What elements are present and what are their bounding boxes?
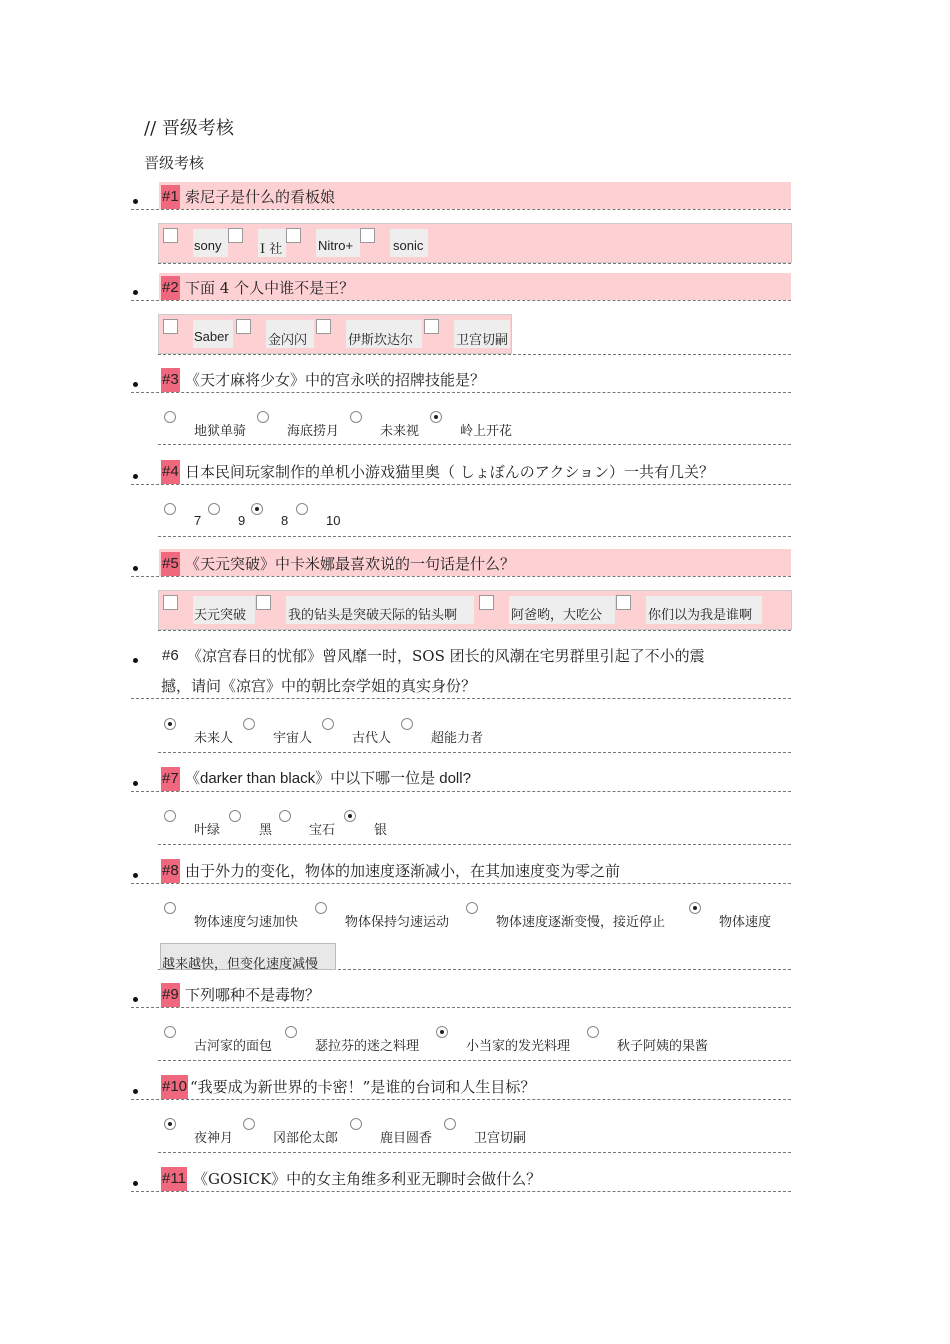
options-5 [158,590,791,631]
bullet [133,1089,138,1094]
radio[interactable] [164,503,176,515]
option-label[interactable]: 天元突破 [194,608,247,623]
option-label[interactable]: 岭上开花 [460,424,513,439]
options-3 [158,406,791,445]
option-label[interactable]: 地狱单骑 [194,424,247,439]
option-label[interactable]: sonic [393,238,424,253]
option-label[interactable]: 物体速度逐渐变慢，接近停止 [496,915,666,930]
question-8 [131,856,791,884]
bullet [133,290,138,295]
radio[interactable] [208,503,220,515]
section-subtitle: 晋级考核 [144,154,205,172]
question-3 [131,365,791,393]
question-number: #7 [161,767,180,791]
radio[interactable] [350,411,362,423]
checkbox[interactable] [424,319,439,334]
checkbox[interactable] [163,319,178,334]
radio[interactable] [444,1118,456,1130]
options-2 [158,314,791,355]
option-label[interactable]: I 社 [260,242,283,257]
question-number: #10 [161,1075,188,1099]
bullet [133,1181,138,1186]
question-text: 索尼子是什么的看板娘 [185,188,336,206]
question-text: 《天元突破》中卡米娜最喜欢说的一句话是什么？ [185,555,516,573]
option-label[interactable]: 小当家的发光料理 [466,1039,571,1054]
option-label[interactable]: Nitro+ [318,238,354,253]
question-text: 由于外力的变化，物体的加速度逐渐减小，在其加速度变为零之前 [185,862,621,880]
question-number: #11 [161,1167,187,1191]
question-text-line1: 《凉宫春日的忧郁》曾风靡一时，SOS 团长的风潮在宅男群里引起了不小的震 [187,647,705,665]
question-11 [131,1164,791,1192]
question-text: “我要成为新世界的卡密！”是谁的台词和人生目标？ [190,1078,536,1096]
question-number: #8 [161,859,180,883]
option-label[interactable]: 我的钻头是突破天际的钻头啊 [288,608,458,623]
checkbox[interactable] [616,595,631,610]
bullet [133,997,138,1002]
option-label[interactable]: 未来人 [194,731,234,746]
radio[interactable] [466,902,478,914]
radio-selected[interactable] [344,810,356,822]
question-7 [131,764,791,792]
checkbox[interactable] [479,595,494,610]
option-label[interactable]: 秋子阿姨的果酱 [617,1039,709,1054]
radio[interactable] [164,1026,176,1038]
option-label[interactable]: 伊斯坎达尔 [348,333,414,348]
option-label[interactable]: 10 [326,513,341,528]
question-text: 《darker than black》中以下哪一位是 doll? [185,770,471,787]
radio-selected[interactable] [689,902,701,914]
question-9 [131,980,791,1008]
radio-selected[interactable] [430,411,442,423]
radio[interactable] [164,411,176,423]
option-label[interactable]: 鹿目圆香 [380,1131,433,1146]
checkbox[interactable] [236,319,251,334]
radio[interactable] [164,902,176,914]
radio[interactable] [322,718,334,730]
question-number: #5 [161,552,180,576]
radio[interactable] [350,1118,362,1130]
option-label[interactable]: 物体速度 [719,915,772,930]
question-text: 日本民间玩家制作的单机小游戏猫里奥（ しょぼんのアクション）一共有几关？ [185,463,715,481]
option-label[interactable]: 宇宙人 [273,731,313,746]
radio[interactable] [587,1026,599,1038]
question-number: #6 [162,647,179,664]
checkbox[interactable] [316,319,331,334]
option-label[interactable]: 7 [194,513,202,528]
bullet [133,474,138,479]
options-10 [158,1113,791,1153]
radio[interactable] [229,810,241,822]
question-10 [131,1072,791,1100]
question-5 [131,549,791,577]
bullet [133,566,138,571]
question-text: 下面 4 个人中谁不是王？ [185,279,355,297]
option-label[interactable]: 宝石 [309,823,336,838]
option-label[interactable]: 未来视 [380,424,420,439]
option-label[interactable]: 瑟拉芬的迷之料理 [315,1039,420,1054]
checkbox[interactable] [256,595,271,610]
option-label[interactable]: 冈部伦太郎 [273,1131,339,1146]
option-label[interactable]: 超能力者 [431,731,484,746]
bullet [133,382,138,387]
checkbox[interactable] [163,595,178,610]
radio[interactable] [285,1026,297,1038]
radio[interactable] [257,411,269,423]
question-number: #3 [161,368,180,392]
option-label[interactable]: 卫宫切嗣 [456,333,509,348]
question-4 [131,457,791,485]
option-label[interactable]: 古代人 [352,731,392,746]
page-title: // 晋级考核 [144,118,234,139]
question-text: 《GOSICK》中的女主角维多利亚无聊时会做什么？ [193,1170,542,1188]
option-label[interactable]: 银 [374,823,388,838]
option-label-continuation[interactable]: 越来越快，但变化速度减慢 [162,957,319,972]
radio[interactable] [279,810,291,822]
option-label[interactable]: 物体保持匀速运动 [345,915,450,930]
question-number: #2 [161,276,180,300]
options-highlight [158,223,792,263]
question-number: #4 [161,460,180,484]
radio-selected[interactable] [436,1026,448,1038]
options-9 [158,1021,791,1061]
radio-selected[interactable] [251,503,263,515]
options-7 [158,805,791,845]
options-1 [158,223,791,264]
options-8 [158,897,791,970]
checkbox[interactable] [163,228,178,243]
question-number: #9 [161,983,180,1007]
bullet [133,199,138,204]
checkbox[interactable] [286,228,301,243]
question-text: 《天才麻将少女》中的宫永咲的招牌技能是？ [185,371,486,389]
question-number: #1 [161,185,180,209]
radio[interactable] [243,1118,255,1130]
question-text: 下列哪种不是毒物？ [185,986,321,1004]
option-label[interactable]: sony [194,238,222,253]
option-label[interactable]: 你们以为我是谁啊 [648,608,753,623]
radio[interactable] [164,810,176,822]
question-text-line2: 撼，请问《凉宫》中的朝比奈学姐的真实身份？ [161,677,477,695]
checkbox[interactable] [360,228,375,243]
bullet [133,658,138,663]
options-4 [158,498,791,537]
checkbox[interactable] [228,228,243,243]
options-6 [158,713,791,753]
option-label[interactable]: 叶绿 [194,823,221,838]
option-label[interactable]: 卫宫切嗣 [474,1131,527,1146]
option-label[interactable]: 夜神月 [194,1131,234,1146]
option-label[interactable]: 物体速度匀速加快 [194,915,299,930]
radio[interactable] [296,503,308,515]
option-label[interactable]: 黑 [259,823,273,838]
question-2 [131,273,791,301]
option-label[interactable]: 金闪闪 [268,333,308,348]
radio-selected[interactable] [164,1118,176,1130]
radio[interactable] [315,902,327,914]
option-label[interactable]: 9 [238,513,246,528]
option-label[interactable]: 海底捞月 [287,424,340,439]
question-6 [131,641,791,699]
option-label[interactable]: 8 [281,513,289,528]
radio[interactable] [243,718,255,730]
bullet [133,873,138,878]
option-label[interactable]: 古河家的面包 [194,1039,273,1054]
question-1 [131,182,791,210]
option-label[interactable]: Saber [194,329,229,344]
radio-selected[interactable] [164,718,176,730]
radio[interactable] [401,718,413,730]
option-label[interactable]: 阿爸哟，大吃公 [511,608,603,623]
bullet [133,781,138,786]
